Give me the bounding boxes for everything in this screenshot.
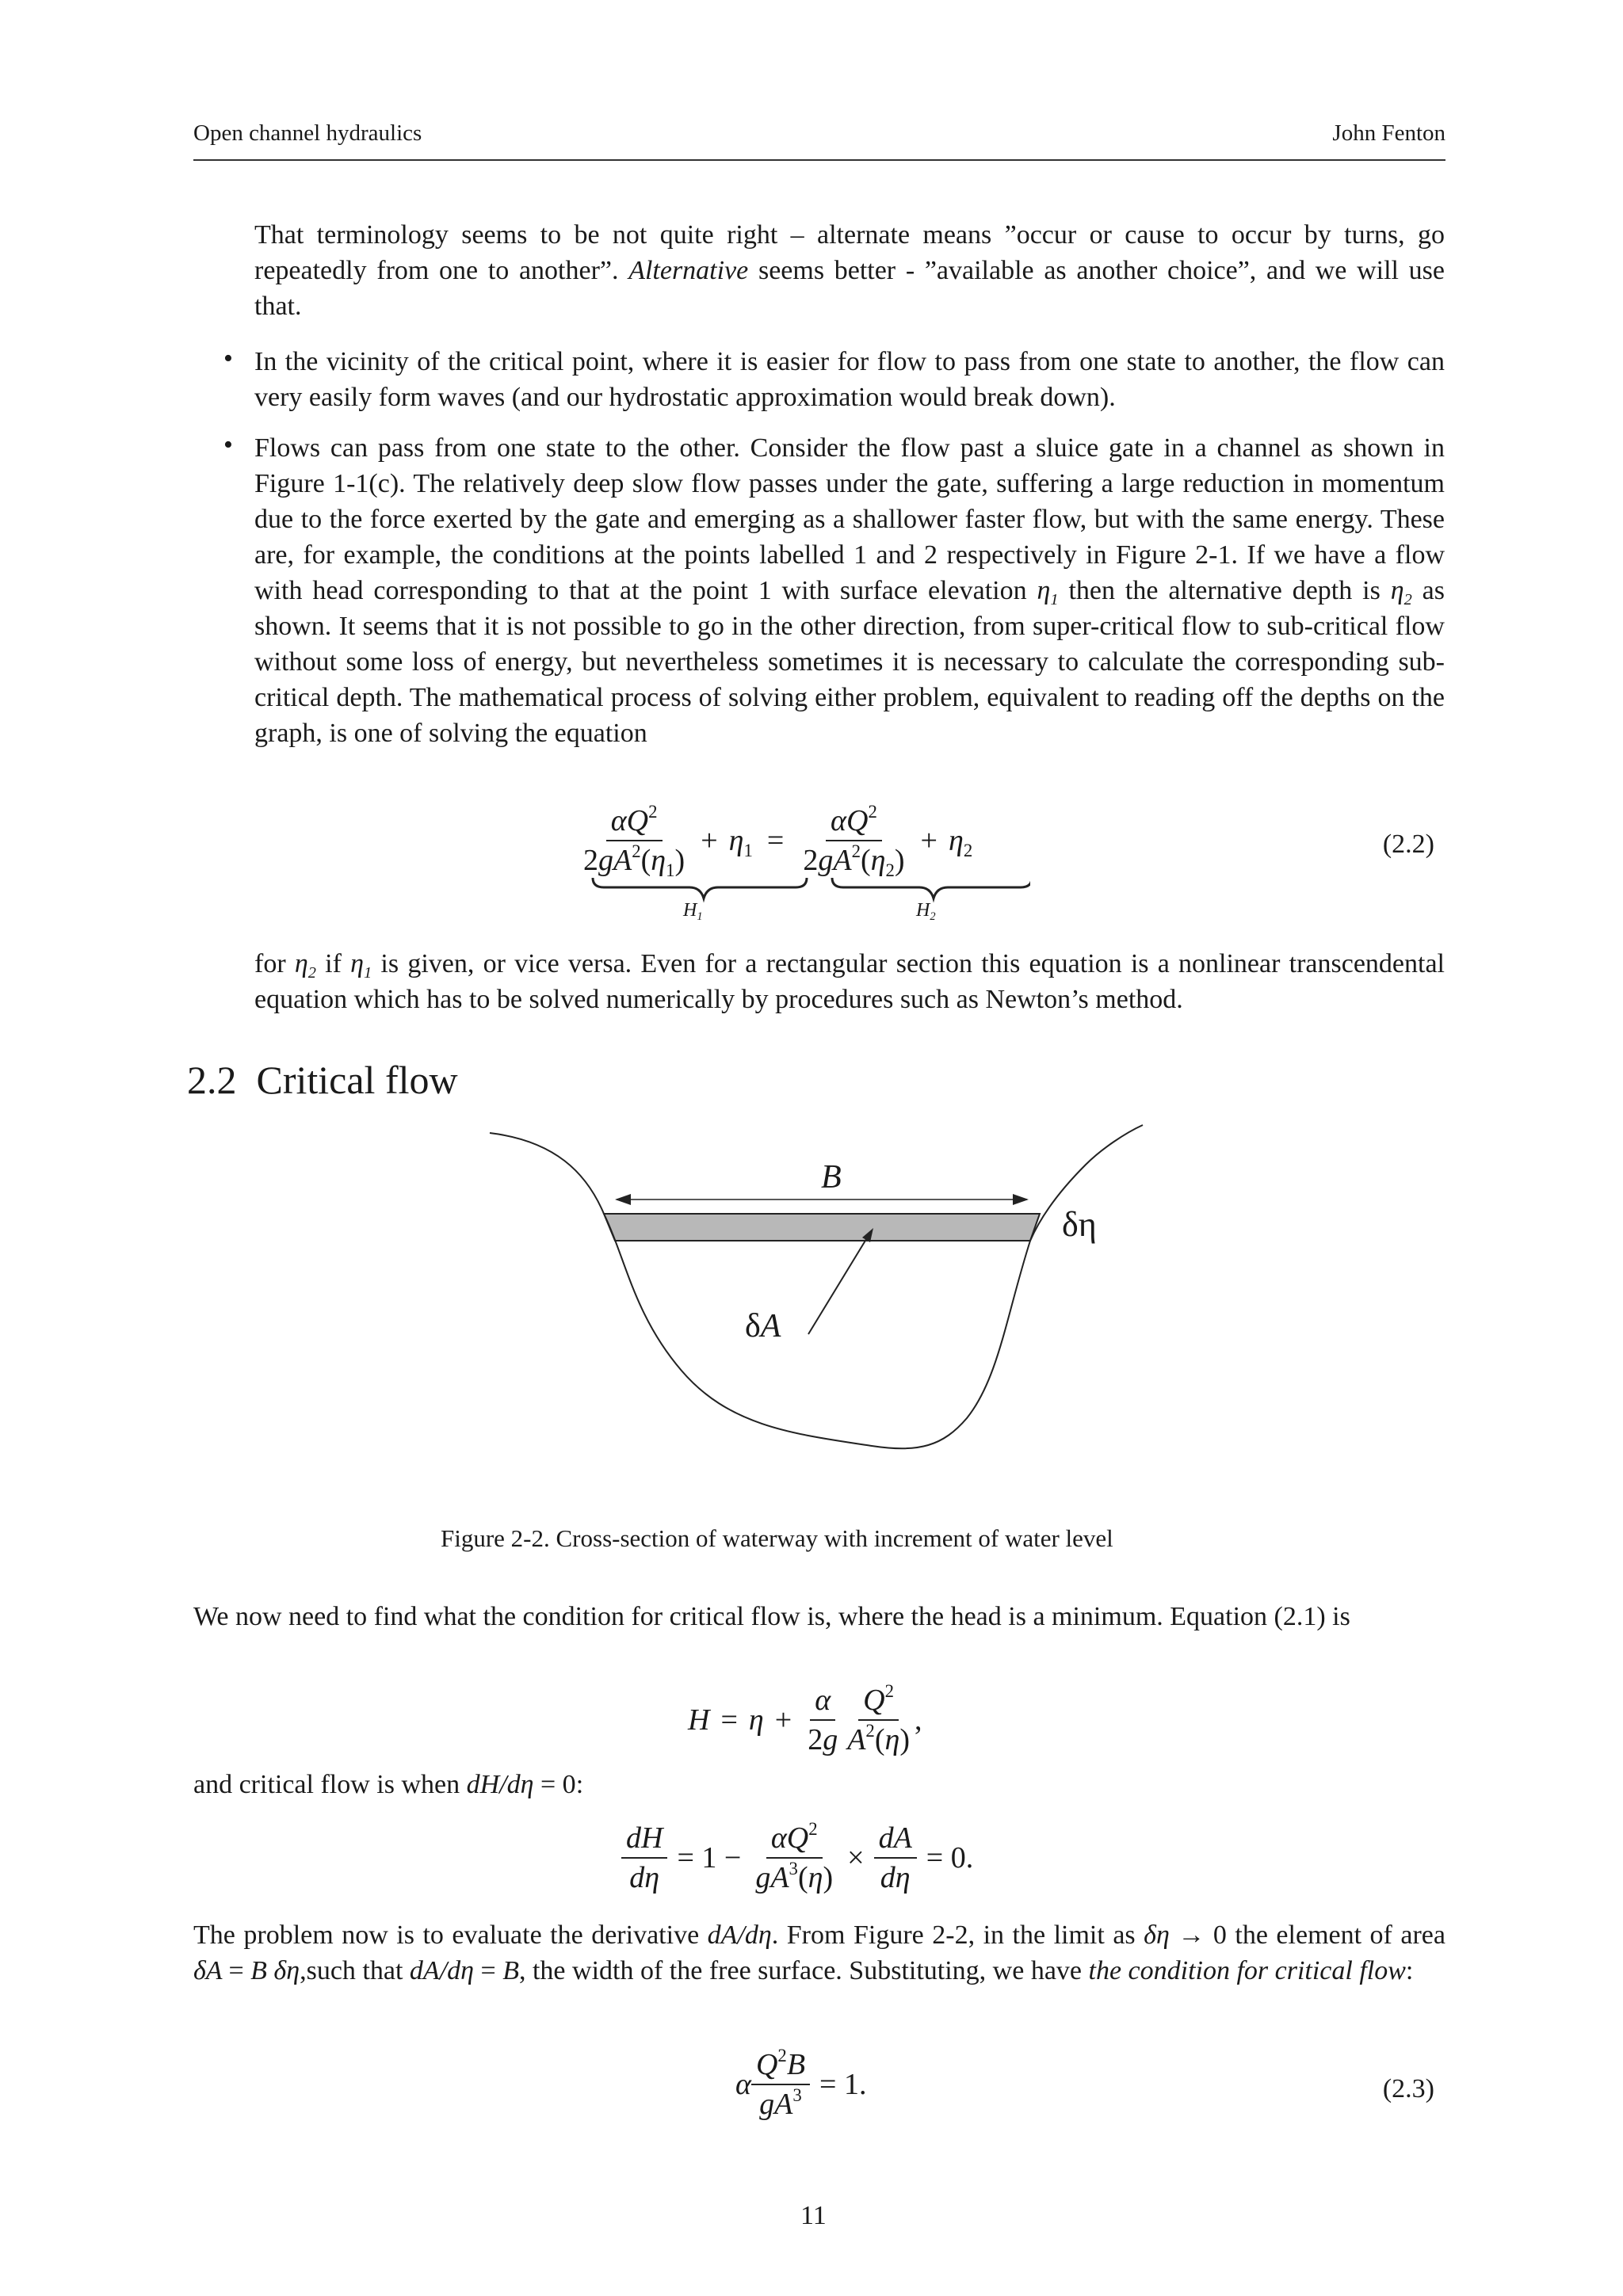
dh-deta-symbol: dH/dη = 0 [466, 1770, 576, 1799]
eta2-symbol: $\eta_2$ [1390, 576, 1412, 609]
eta2-symbol-inline: $\eta_2$ [294, 949, 316, 982]
area-pointer-line [808, 1233, 870, 1334]
terminology-text-2: seems better - ”available as another choice”, and we will use that. [254, 256, 1445, 321]
channel-bed-outline [490, 1125, 1143, 1448]
header-rule [193, 159, 1445, 161]
cross-section-figure [475, 1117, 1157, 1489]
after-eq22-text-1: for [254, 949, 295, 978]
head-equation: H = η + $\frac{\alpha}{2g}$ $\frac{Q^2}{A^2(\eta)}$ , [688, 1681, 922, 1759]
width-arrowhead-right [1013, 1194, 1029, 1205]
equation-2-2: $\frac{\alpha Q^2}{2gA^2(\eta_1)}$ + $\eta_1$ = $\frac{\alpha Q^2}{2gA^2(\eta_2)}$ + $\eta_2$ [579, 802, 972, 879]
critical-condition-text-1: and critical flow is when [193, 1770, 467, 1799]
bullet-dot-1: • [223, 344, 233, 373]
terminology-italic-word: Alternative [628, 256, 749, 285]
section-number: 2.2 [187, 1058, 237, 1102]
bullet-item-2 [254, 430, 1445, 751]
deriv-eq-dh-fraction: $\frac{dH}{d\eta}$ [621, 1819, 667, 1897]
label-width-b: B [821, 1159, 842, 1196]
after-eq22-paragraph [254, 946, 1445, 1017]
problem-text-3: the element of area [1226, 1920, 1445, 1950]
after-eq22-text-2: if [315, 949, 351, 978]
figure-caption: Figure 2-2. Cross-section of waterway with increment of water level [441, 1524, 1113, 1552]
problem-text-1: The problem now is to evaluate the derivative [193, 1920, 708, 1950]
bullet-dot-2: • [223, 430, 233, 460]
critical-flow-paragraph: We now need to find what the condition for critical flow is, where the head is a minimum. Equation (2.1) is [193, 1602, 1350, 1631]
equation-2-3: α $\frac{Q^2B}{gA^3}$ = 1. [735, 2046, 866, 2123]
underbraces [586, 876, 1030, 908]
eq23-fraction: $\frac{Q^2B}{gA^3}$ [751, 2046, 810, 2123]
bullet-2-text-3: as shown. It seems that it is not possible to go in the other direction, from super-critical flow to sub-critical flow without some loss of energy, but nevertheless sometimes it is necessary to calculate the corresponding sub-critical depth. The mathematical process of solving either problem, equivalent to reading off the depths on the graph, is one of solving the equation [254, 576, 1445, 748]
eta1-symbol: $\eta_1$ [1037, 576, 1059, 609]
running-header-right: John Fenton [1332, 120, 1445, 146]
section-title: Critical flow [256, 1058, 458, 1102]
problem-text-5: , the width of the free surface. Substituting, we have [518, 1956, 1089, 1985]
width-arrowhead-left [615, 1194, 631, 1205]
bullet-2-text-1: Flows can pass from one state to the other. Consider the flow past a sluice gate in a channel as shown in Figure 1-1(c). The relatively deep slow flow passes under the gate, suffering a large reduction in momentum due to the force exerted by the gate and emerging as a shallower faster flow, but with the same energy. These are, for example, the conditions at the points labelled 1 and 2 respectively in Figure 2-1. If we have a flow with head corresponding to that at the point 1 with surface elevation [254, 433, 1445, 605]
shaded-increment-strip [604, 1214, 1040, 1241]
delta-a-symbol: δA = B δη [193, 1956, 300, 1985]
terminology-paragraph [254, 217, 1445, 324]
problem-text-2: . From Figure 2-2, in the limit as [771, 1920, 1144, 1950]
running-header-left: Open channel hydraulics [193, 120, 422, 146]
head-eq-q-fraction: $\frac{Q^2}{A^2(\eta)}$ [847, 1681, 910, 1756]
brace-label-h2: $H_2$ [916, 900, 936, 924]
equation-number-2-3: (2.3) [1382, 2074, 1434, 2103]
equation-number-2-2: (2.2) [1382, 830, 1434, 859]
label-delta-eta: δη [1062, 1205, 1097, 1244]
bullet-item-1: In the vicinity of the critical point, where it is easier for flow to pass from one state to another, the flow can very easily form waves (and our hydrostatic approximation would break down). [254, 347, 1445, 412]
critical-condition-text-2: : [575, 1770, 584, 1799]
deriv-eq-da-fraction: $\frac{dA}{d\eta}$ [874, 1819, 917, 1897]
eq22-fraction-left: $\frac{\alpha Q^2}{2gA^2(\eta_1)}$ [583, 802, 685, 880]
problem-italic-text: the condition for critical flow [1088, 1956, 1406, 1985]
brace-label-h1: $H_1$ [683, 900, 703, 924]
bullet-2-text-2: then the alternative depth is [1058, 576, 1391, 605]
label-delta-a: δA [745, 1308, 781, 1344]
da-deta-symbol: dA/dη [707, 1920, 772, 1950]
delta-eta-limit-symbol: δη → 0 [1144, 1920, 1227, 1950]
da-deta-equals-b-symbol: dA/dη = B [409, 1956, 519, 1985]
deriv-eq-q-fraction: $\frac{\alpha Q^2}{gA^3(\eta)}$ [755, 1819, 834, 1894]
problem-text-7: : [1405, 1956, 1414, 1985]
eta1-symbol-inline: $\eta_1$ [350, 949, 372, 982]
after-eq22-text-3: is given, or vice versa. Even for a rectangular section this equation is a nonlinear transcendental equation which has to be solved numerically by procedures such as Newton’s method. [254, 949, 1445, 1014]
problem-paragraph [193, 1917, 1445, 1989]
critical-condition-line [193, 1767, 1445, 1802]
eq22-fraction-right: $\frac{\alpha Q^2}{2gA^2(\eta_2)}$ [803, 802, 905, 880]
derivative-equation: $\frac{dH}{d\eta}$ = 1 − $\frac{\alpha Q^2}{gA^3(\eta)}$ × $\frac{dA}{d\eta}$ = 0. [621, 1819, 973, 1897]
terminology-text-1: That terminology seems to be not quite right – alternate means ”occur or cause to occur by turns, go repeatedly from one to another”. [254, 220, 1445, 285]
head-eq-alpha-fraction: $\frac{\alpha}{2g}$ [803, 1681, 842, 1759]
section-heading [187, 1057, 458, 1103]
problem-text-4: ,such that [300, 1956, 410, 1985]
page-number: 11 [800, 2201, 827, 2230]
